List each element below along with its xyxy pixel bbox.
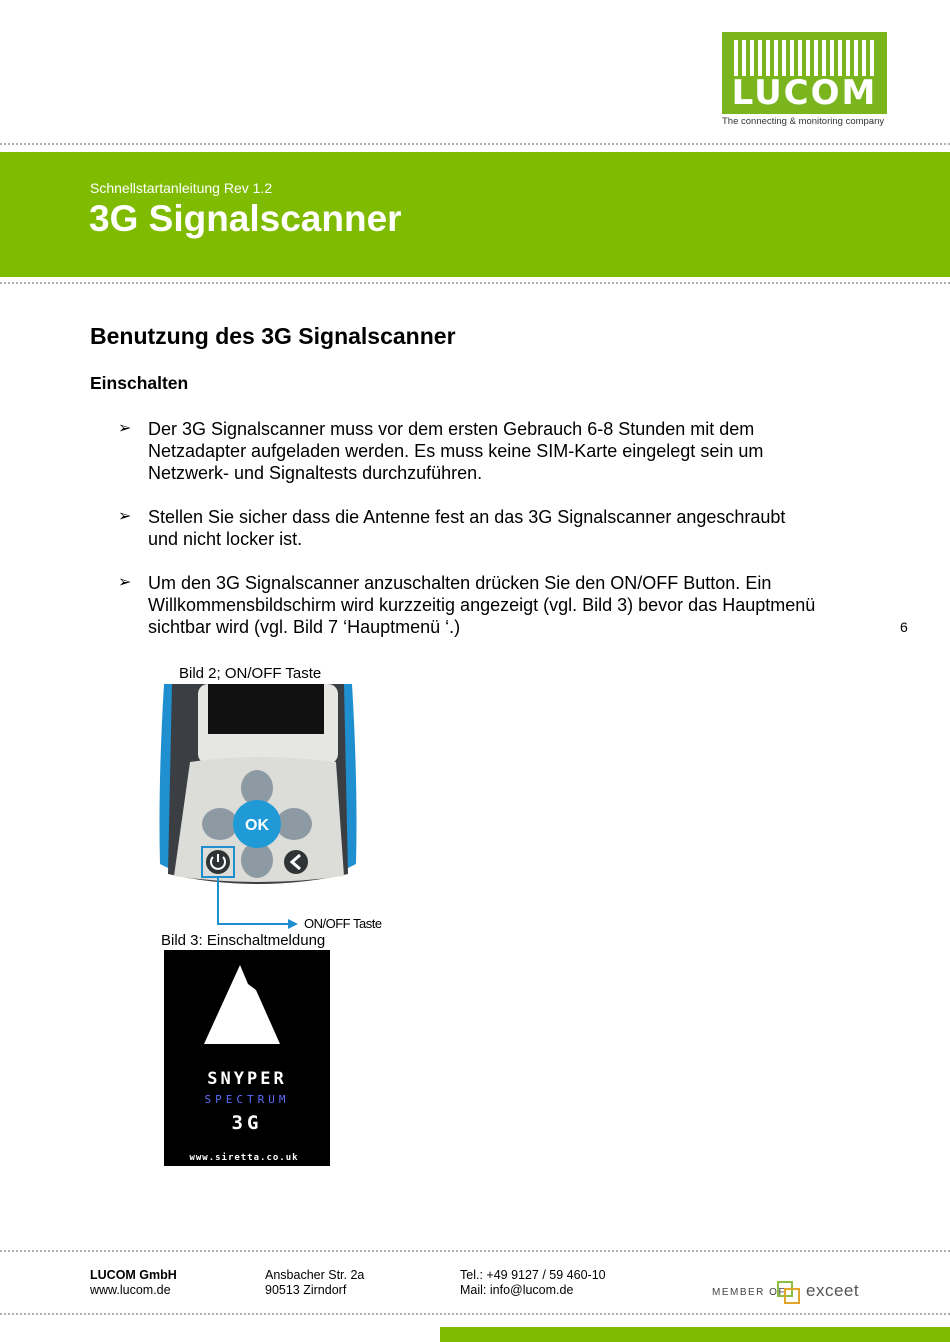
splash-line-1: SNYPER <box>207 1069 287 1089</box>
divider-bottom <box>0 1313 950 1315</box>
footer-mail: Mail: info@lucom.de <box>460 1283 574 1297</box>
logo-tagline: The connecting & monitoring company <box>722 116 885 127</box>
bullet-line: Um den 3G Signalscanner anzuschalten drücken Sie den ON/OFF Button. Ein <box>148 573 772 593</box>
footer-tel: Tel.: +49 9127 / 59 460-10 <box>460 1268 606 1282</box>
logo-box <box>722 32 887 114</box>
onoff-callout-label: ON/OFF Taste <box>304 916 382 931</box>
mountain-icon <box>204 965 280 1044</box>
member-brand: exceet <box>806 1281 860 1300</box>
footer-col-contact <box>460 1268 606 1298</box>
divider-footer <box>0 1250 950 1252</box>
ok-label: OK <box>245 817 269 834</box>
bullet-line: Netzwerk- und Signaltests durchzuführen. <box>148 463 483 483</box>
bullet-line: Netzadapter aufgeladen werden. Es muss keine SIM-Karte eingelegt sein um <box>148 441 764 461</box>
footer-company: LUCOM GmbH <box>90 1268 177 1282</box>
callout-arrow-icon <box>210 876 300 936</box>
splash-screen <box>164 950 330 1166</box>
subsection-title: Einschalten <box>90 373 189 393</box>
section-title: Benutzung des 3G Signalscanner <box>90 323 456 349</box>
bullet-line: Stellen Sie sicher dass die Antenne fest an das 3G Signalscanner angeschraubt <box>148 507 786 527</box>
footer-city: 90513 Zirndorf <box>265 1283 347 1297</box>
splash-line-2: SPECTRUM <box>204 1093 290 1106</box>
footer-col-company <box>90 1268 177 1298</box>
divider-banner <box>0 282 950 284</box>
bullet-line: Der 3G Signalscanner muss vor dem ersten Gebrauch 6-8 Stunden mit dem <box>148 419 755 439</box>
bullet-line: Willkommensbildschirm wird kurzzeitig angezeigt (vgl. Bild 3) bevor das Hauptmenü <box>148 595 816 615</box>
splash-url: www.siretta.co.uk <box>189 1153 299 1163</box>
device-photo <box>158 684 358 889</box>
exceet-mark-icon <box>776 1280 802 1306</box>
bullet-line: und nicht locker ist. <box>148 529 303 549</box>
splash-line-3: 3G <box>231 1112 263 1134</box>
member-of-label: MEMBER OF <box>712 1287 787 1298</box>
title-banner <box>0 152 950 277</box>
logo-word: LUCOM <box>731 73 878 113</box>
figure2-caption: Bild 2; ON/OFF Taste <box>179 665 322 682</box>
banner-subtitle: Schnellstartanleitung Rev 1.2 <box>90 180 273 196</box>
bottom-green-bar <box>440 1327 950 1342</box>
bullet-line: sichtbar wird (vgl. Bild 7 ‘Hauptmenü ‘.) <box>148 617 461 637</box>
page-number: 6 <box>900 619 908 635</box>
footer-street: Ansbacher Str. 2a <box>265 1268 365 1282</box>
banner-title: 3G Signalscanner <box>89 198 402 239</box>
divider-top <box>0 143 950 145</box>
footer-web: www.lucom.de <box>90 1283 171 1297</box>
footer-col-address <box>265 1268 364 1298</box>
bullet-arrow-icon: ➢ <box>118 574 132 591</box>
member-of-exceet-logo <box>712 1280 882 1306</box>
lucom-logo <box>722 32 888 132</box>
logo-bars <box>734 40 874 76</box>
figure3-caption: Bild 3: Einschaltmeldung <box>161 932 326 949</box>
bullet-arrow-icon: ➢ <box>118 508 132 525</box>
bullet-arrow-icon: ➢ <box>118 420 132 437</box>
